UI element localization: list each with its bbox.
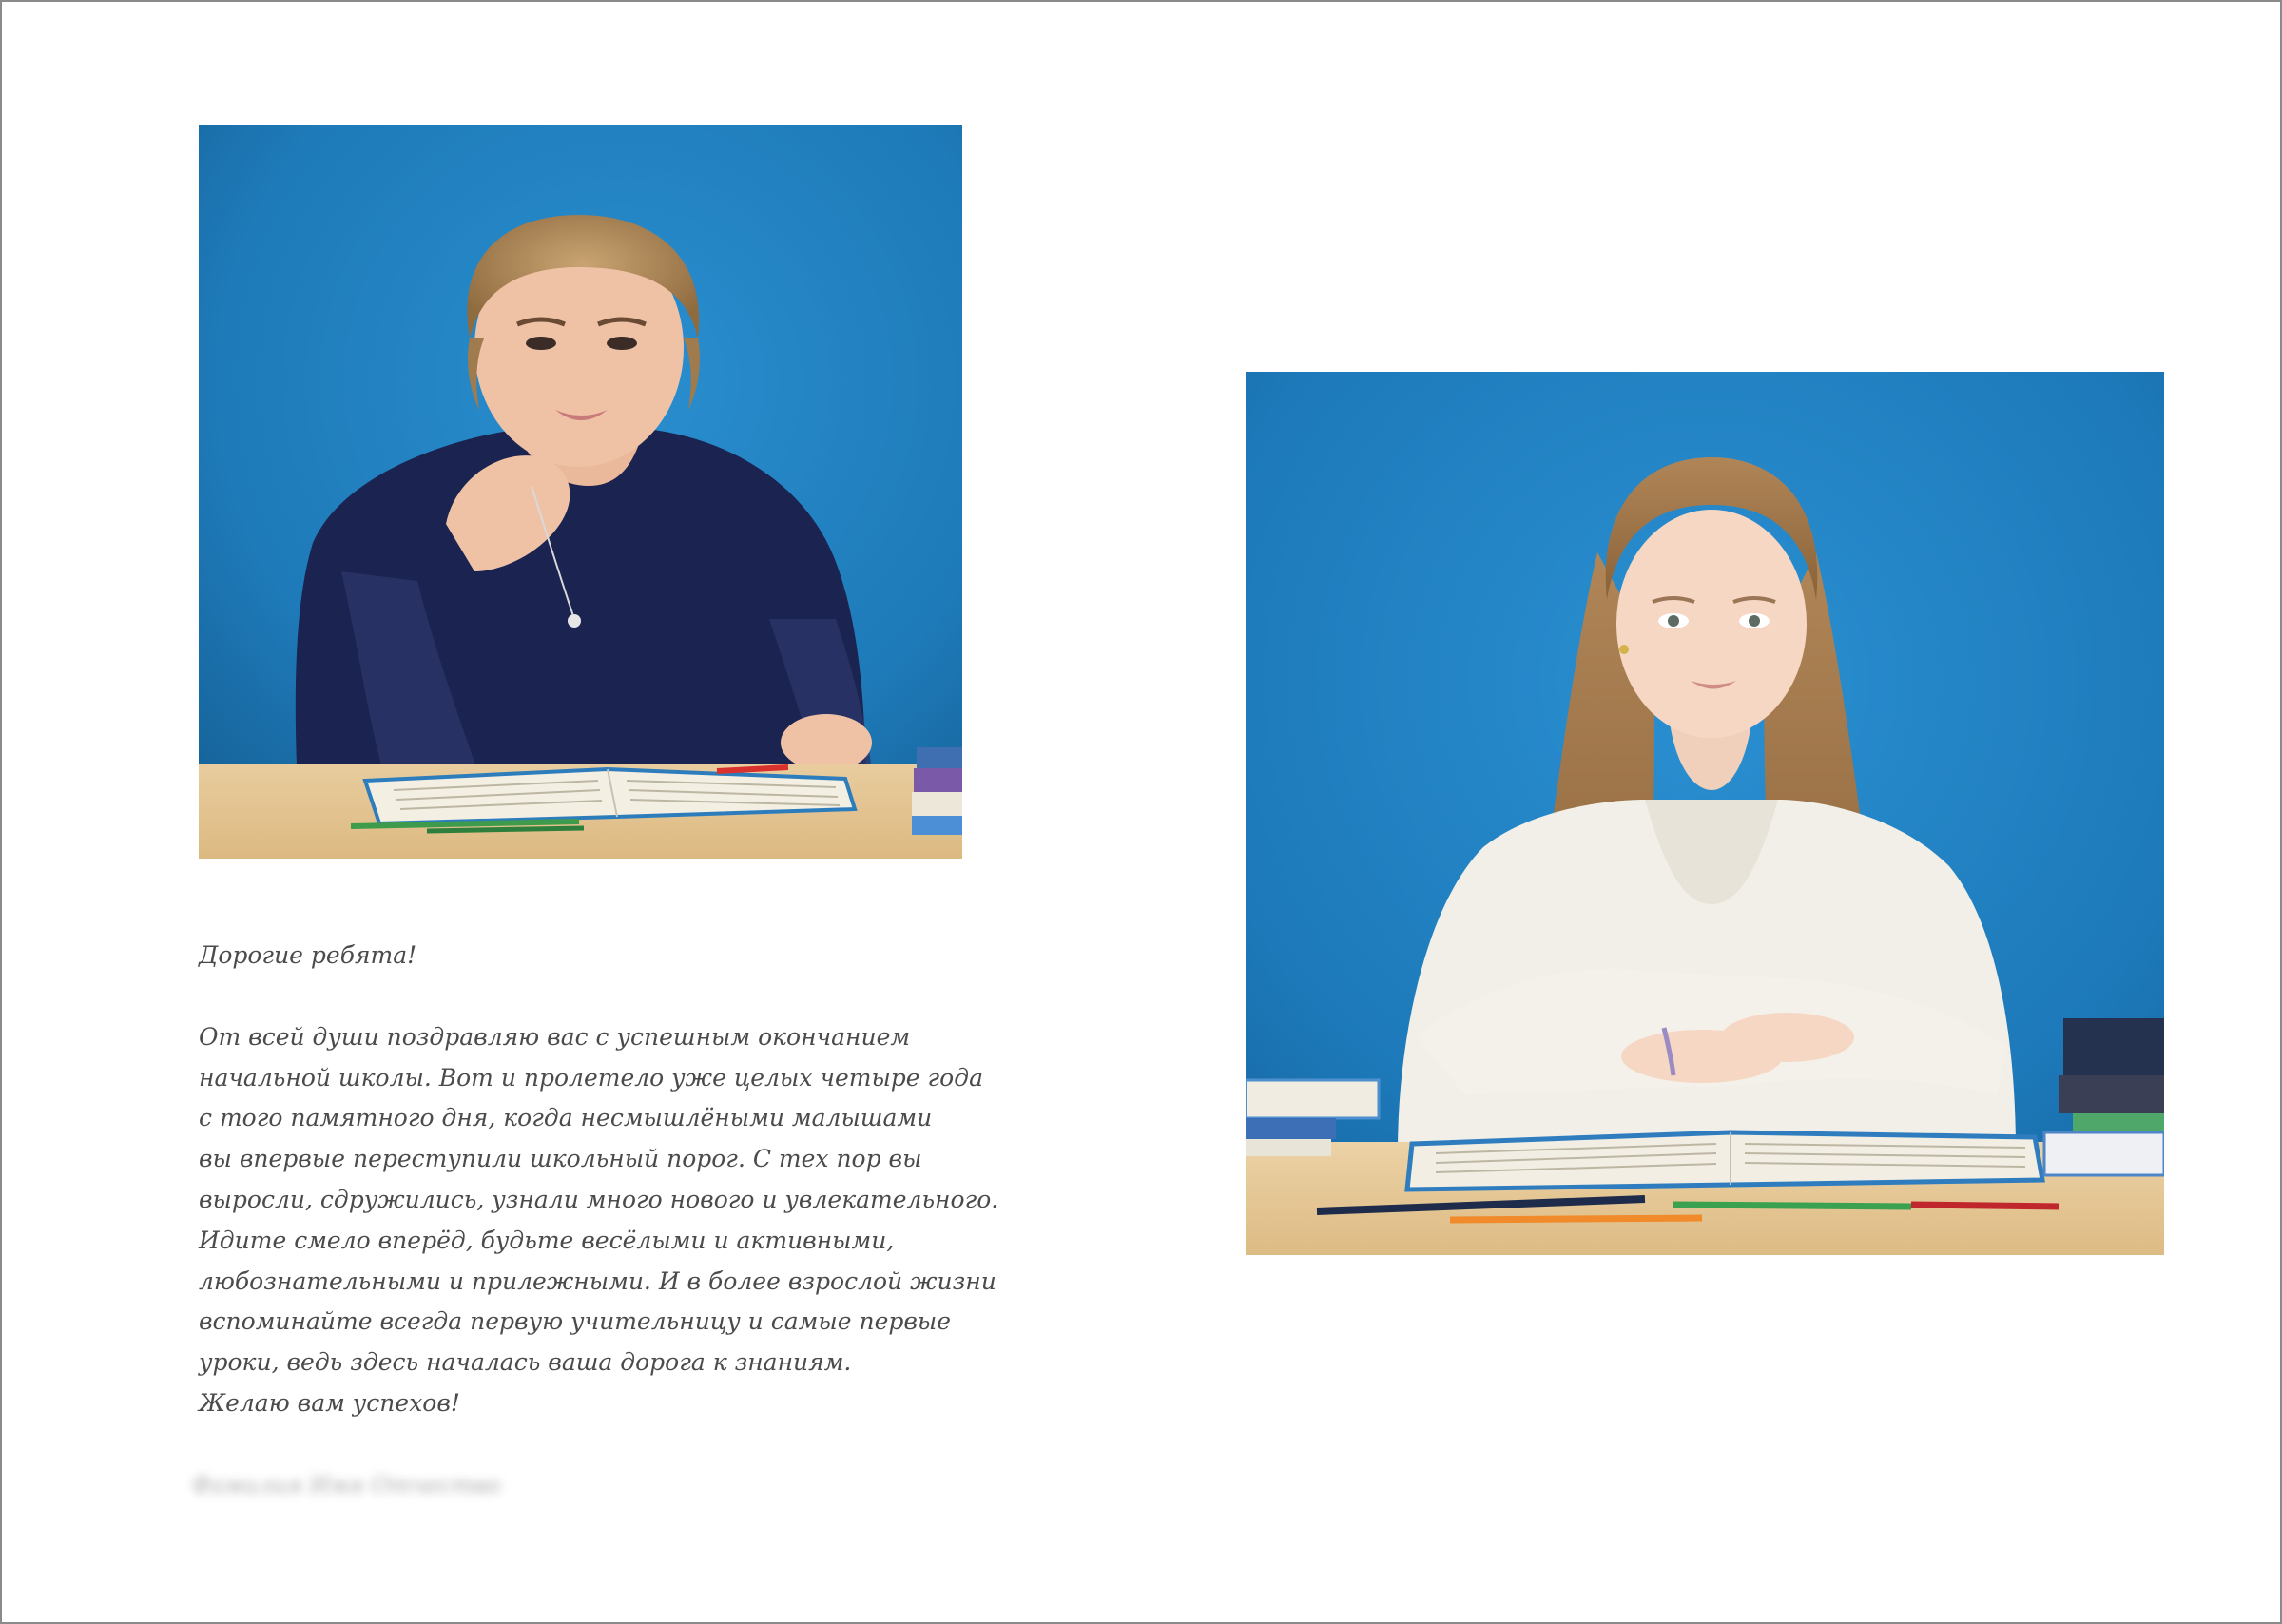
letter-line: От всей души поздравляю вас с успешным окончанием	[199, 1022, 911, 1051]
letter-line: любознательными и прилежными. И в более взрослой жизни	[199, 1266, 996, 1295]
student-portrait-photo	[1246, 372, 2164, 1255]
teacher-portrait-image	[199, 125, 962, 859]
letter-line: вспоминайте всегда первую учительницу и самые первые	[199, 1307, 952, 1336]
student-portrait-image	[1246, 372, 2164, 1255]
letter-closing: Желаю вам успехов!	[199, 1388, 460, 1417]
teacher-letter	[199, 936, 999, 1424]
blurred-signature: Фамилия Имя Отчество	[192, 1472, 501, 1498]
letter-body	[199, 1017, 999, 1424]
letter-line: выросли, сдружились, узнали много нового и увлекательного.	[199, 1185, 999, 1213]
letter-line: Идите смело вперёд, будьте весёлыми и активными,	[199, 1226, 895, 1254]
letter-line: уроки, ведь здесь началась ваша дорога к знаниям.	[199, 1348, 852, 1377]
letter-greeting: Дорогие ребята!	[199, 941, 417, 969]
letter-line: вы впервые переступили школьный порог. С тех пор вы	[199, 1145, 922, 1173]
letter-line: начальной школы. Вот и пролетело уже целых четыре года	[199, 1063, 983, 1092]
letter-line: с того памятного дня, когда несмышлёными малышами	[199, 1104, 933, 1132]
teacher-portrait-photo	[199, 125, 962, 859]
